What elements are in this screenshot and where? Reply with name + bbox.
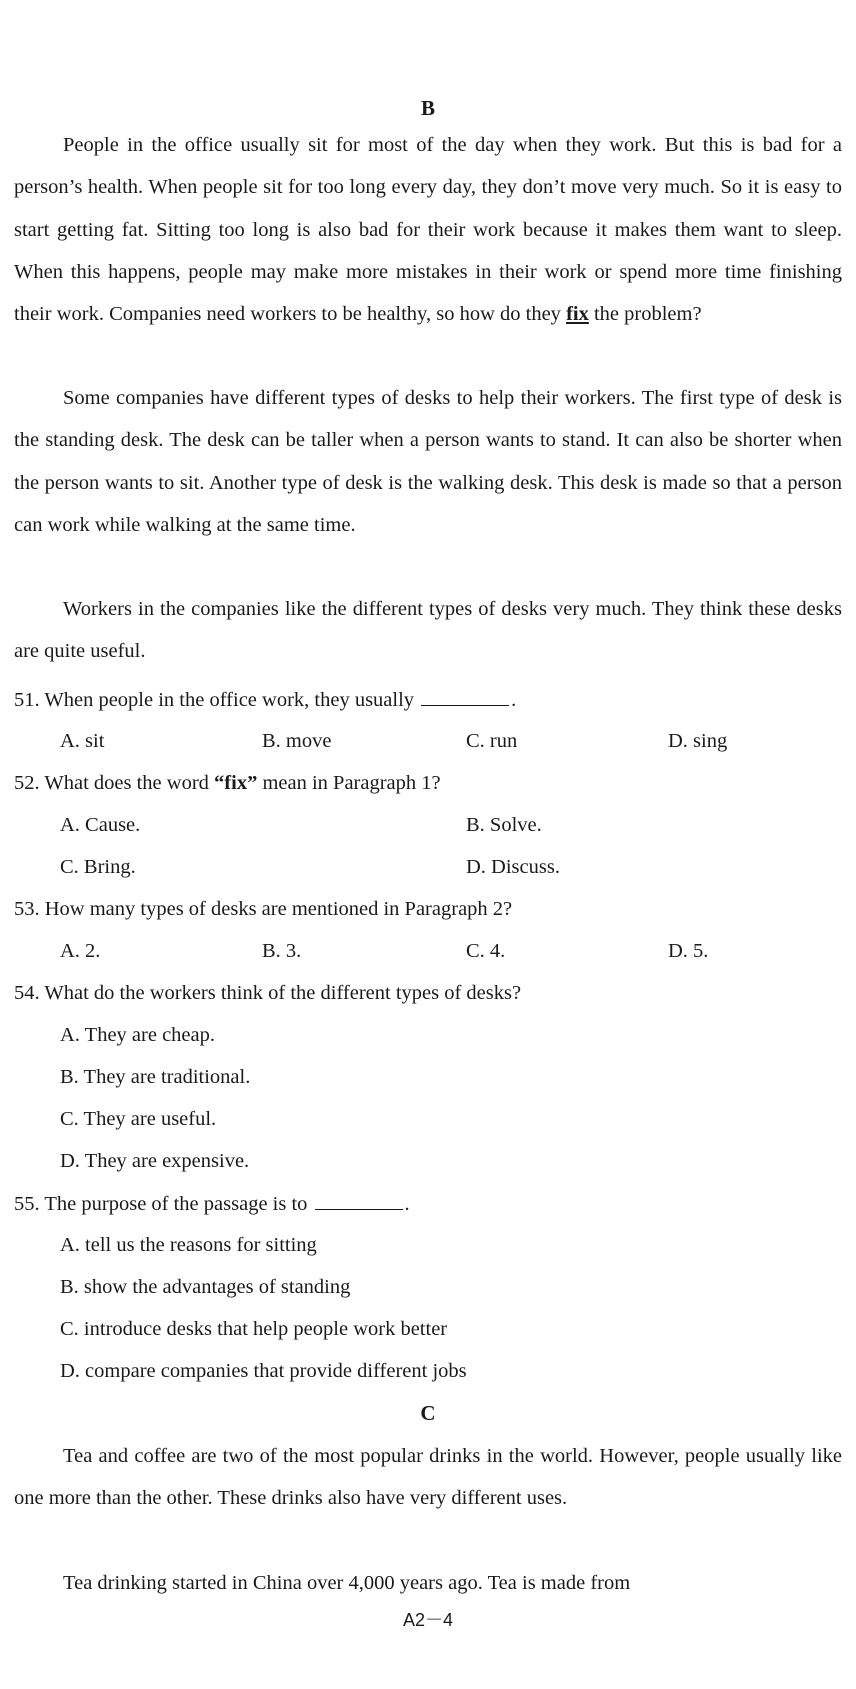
q53-option-c: C. 4. [466,940,506,962]
question-stem: How many types of desks are mentioned in Paragraph 2? [44,898,513,920]
passage-b-p1-text: People in the office usually sit for most of the day when they work. But this is bad for a person’s health. When people sit for too long every day, they don’t move very much. So it is easy to start getting fat. Sitting too long is also bad for their work because it makes them want to sleep. When this happens, people may make more mistakes in their work or spend more time finishing their work. Companies need workers to be healthy, so how do they [14,134,842,326]
question-number: 53. [14,898,40,920]
q55-option-c: C. introduce desks that help people work better [60,1318,448,1340]
question-stem: The purpose of the passage is to [44,1193,308,1215]
passage-b-paragraph-1 [14,124,842,335]
question-54 [14,981,521,1005]
question-number: 51. [14,689,40,711]
q51-option-b: B. move [262,730,332,752]
passage-b-paragraph-3: Workers in the companies like the different types of desks very much. They think these desks are quite useful. [14,598,842,663]
q53-option-b: B. 3. [262,940,302,962]
question-stem: When people in the office work, they usually [44,689,415,711]
answer-blank [421,687,509,706]
q51-option-c: C. run [466,730,518,752]
question-end: . [511,689,517,711]
passage-b-paragraph-2: Some companies have different types of desks to help their workers. The first type of desk is the standing desk. The desk can be taller when a person wants to stand. It can also be shorter when the person wants to sit. Another type of desk is the walking desk. This desk is made so that a person can work while walking at the same time. [14,387,842,536]
q53-option-d: D. 5. [668,940,709,962]
keyword-fix: fix [566,303,589,326]
passage-c-paragraph-2: Tea drinking started in China over 4,000 years ago. Tea is made from [63,1572,631,1594]
q55-option-a: A. tell us the reasons for sitting [60,1234,317,1256]
question-end: . [404,1193,410,1215]
q54-option-d: D. They are expensive. [60,1150,250,1172]
question-number: 54. [14,982,40,1004]
question-51 [14,687,516,712]
section-b-heading: B [420,96,435,120]
passage-b-p1-end: the problem? [588,303,702,326]
question-53 [14,897,512,921]
q52-option-c: C. Bring. [60,856,136,878]
question-52 [14,771,441,795]
question-stem-post: mean in Paragraph 1? [257,772,441,794]
q55-option-b: B. show the advantages of standing [60,1276,351,1298]
keyword-fix-quoted: “fix” [214,772,258,794]
q53-option-a: A. 2. [60,940,101,962]
q54-option-b: B. They are traditional. [60,1066,251,1088]
q51-option-a: A. sit [60,730,105,752]
answer-blank [315,1191,403,1210]
q54-option-a: A. They are cheap. [60,1024,216,1046]
q55-option-d: D. compare companies that provide different jobs [60,1360,467,1382]
question-stem-pre: What does the word [44,772,215,794]
question-55 [14,1191,410,1216]
question-number: 55. [14,1193,40,1215]
section-c-heading: C [420,1401,436,1425]
q52-option-a: A. Cause. [60,814,141,836]
q52-option-b: B. Solve. [466,814,542,836]
page-number: A2－4 [402,1610,454,1630]
q51-option-d: D. sing [668,730,728,752]
q52-option-d: D. Discuss. [466,856,560,878]
question-number: 52. [14,772,40,794]
q54-option-c: C. They are useful. [60,1108,217,1130]
question-stem: What do the workers think of the different types of desks? [44,982,522,1004]
passage-c-paragraph-1: Tea and coffee are two of the most popular drinks in the world. However, people usually like one more than the other. These drinks also have very different uses. [14,1445,842,1510]
